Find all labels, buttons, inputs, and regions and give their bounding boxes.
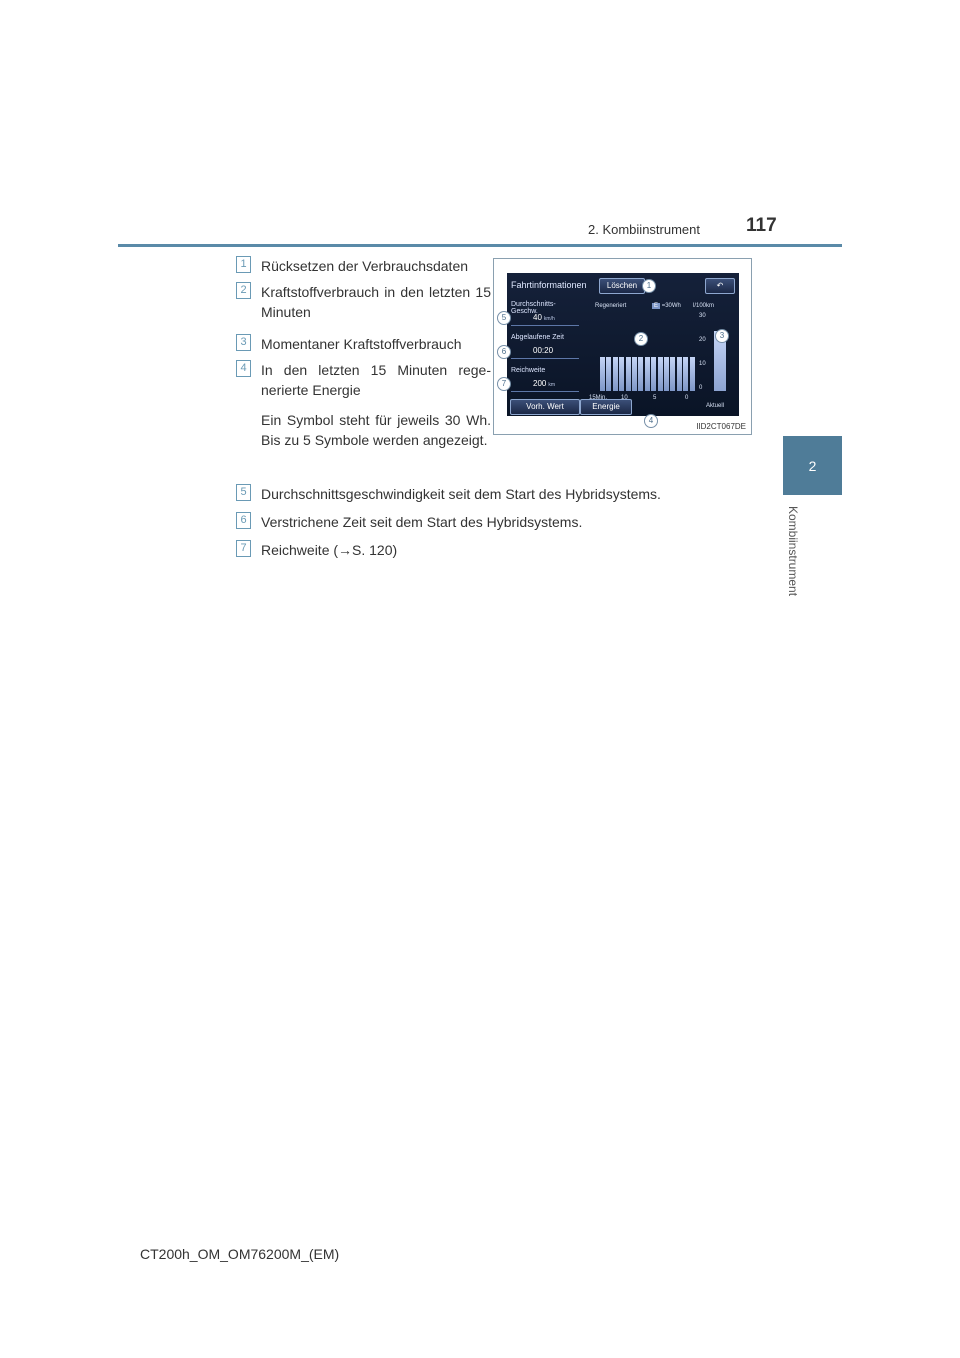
chart-bar	[626, 357, 631, 391]
callout-5: 5	[497, 311, 511, 325]
chart-bar	[619, 357, 624, 391]
x-tick-label: 15Min.	[589, 395, 608, 401]
regen-label: Regeneriert	[595, 303, 627, 309]
page-number: 117	[746, 215, 777, 236]
current-label: Aktuell	[706, 403, 725, 409]
chart-bar	[638, 357, 643, 391]
energy-button[interactable]: Energie	[580, 399, 632, 415]
x-tick-label: 10	[621, 395, 628, 401]
item-number: 1	[236, 256, 251, 273]
chart-bar	[613, 357, 618, 391]
image-id: IID2CT067DE	[696, 422, 746, 431]
item-text: Durchschnittsgeschwindigkeit seit dem Start des Hybridsystems.	[261, 486, 661, 502]
callout-7: 7	[497, 377, 511, 391]
callout-4: 4	[644, 414, 658, 428]
item-number: 5	[236, 484, 251, 501]
avg-speed-value: 40 km/h	[533, 313, 555, 322]
item-number: 3	[236, 334, 251, 351]
chapter-tab[interactable]: 2	[783, 436, 842, 495]
item-text: Verstrichene Zeit seit dem Start des Hybridsystems.	[261, 514, 583, 530]
avg-speed-label: Durchschnitts-Geschw.	[511, 301, 556, 315]
chart-bar	[677, 357, 682, 391]
item-text: Reichweite (→S. 120)	[261, 542, 398, 558]
return-arrow-icon: ↶	[716, 281, 724, 290]
x-tick-label: 0	[685, 395, 689, 401]
document-id: CT200h_OM_OM76200M_(EM)	[140, 1246, 340, 1262]
chart-bar	[658, 357, 663, 391]
item-number: 4	[236, 360, 251, 377]
item-number: 2	[236, 282, 251, 299]
item-text: Rücksetzen der Verbrauchsdaten	[261, 258, 469, 274]
panel-divider	[511, 391, 579, 392]
panel-divider	[511, 325, 579, 326]
regen-legend: E =30Wh	[654, 303, 681, 309]
callout-2: 2	[634, 332, 648, 346]
chart-bar	[645, 357, 650, 391]
y-tick-label: 30	[699, 313, 706, 319]
callout-6: 6	[497, 345, 511, 359]
y-tick-label: 20	[699, 337, 706, 343]
panel-divider	[511, 358, 579, 359]
range-value: 200 km	[533, 379, 556, 388]
chart-bar	[651, 357, 656, 391]
item-number: 7	[236, 540, 251, 557]
y-tick-label: 0	[699, 385, 703, 391]
callout-1: 1	[642, 279, 656, 293]
item-text: In den letzten 15 Minuten rege-nerierte Energie	[261, 362, 491, 398]
prev-value-button[interactable]: Vorh. Wert	[510, 399, 580, 415]
chart-bar	[632, 357, 637, 391]
chart-bar	[664, 357, 669, 391]
chapter-label: Kombiinstrument	[786, 506, 800, 597]
x-tick-label: 5	[653, 395, 657, 401]
item-text: Kraftstoffverbrauch in den letzten 15 Minuten	[261, 284, 491, 320]
screen-title: Fahrtinformationen	[511, 280, 587, 290]
page-header	[0, 0, 960, 250]
section-title: 2. Kombiinstrument	[588, 222, 700, 237]
item-number: 6	[236, 512, 251, 529]
chart-bar	[683, 357, 688, 391]
header-rule	[118, 244, 842, 247]
item-text: Momentaner Kraftstoffverbrauch	[261, 336, 462, 352]
chart-bar	[600, 357, 605, 391]
display-screenshot	[493, 258, 752, 435]
trip-info-screen	[507, 273, 739, 416]
item-note: Ein Symbol steht für jeweils 30 Wh. Bis zu 5 Symbole werden angezeigt.	[261, 412, 491, 448]
range-label: Reichweite	[511, 367, 546, 374]
clear-button[interactable]: Löschen	[599, 278, 645, 294]
chart-bar	[670, 357, 675, 391]
callout-3: 3	[715, 329, 729, 343]
back-button[interactable]	[705, 278, 735, 294]
y-tick-label: 10	[699, 361, 706, 367]
unit-label: l/100km	[693, 303, 715, 309]
elapsed-value: 00:20	[533, 346, 554, 355]
chart-bar	[690, 357, 695, 391]
chart-bar	[606, 357, 611, 391]
elapsed-label: Abgelaufene Zeit	[511, 334, 564, 341]
